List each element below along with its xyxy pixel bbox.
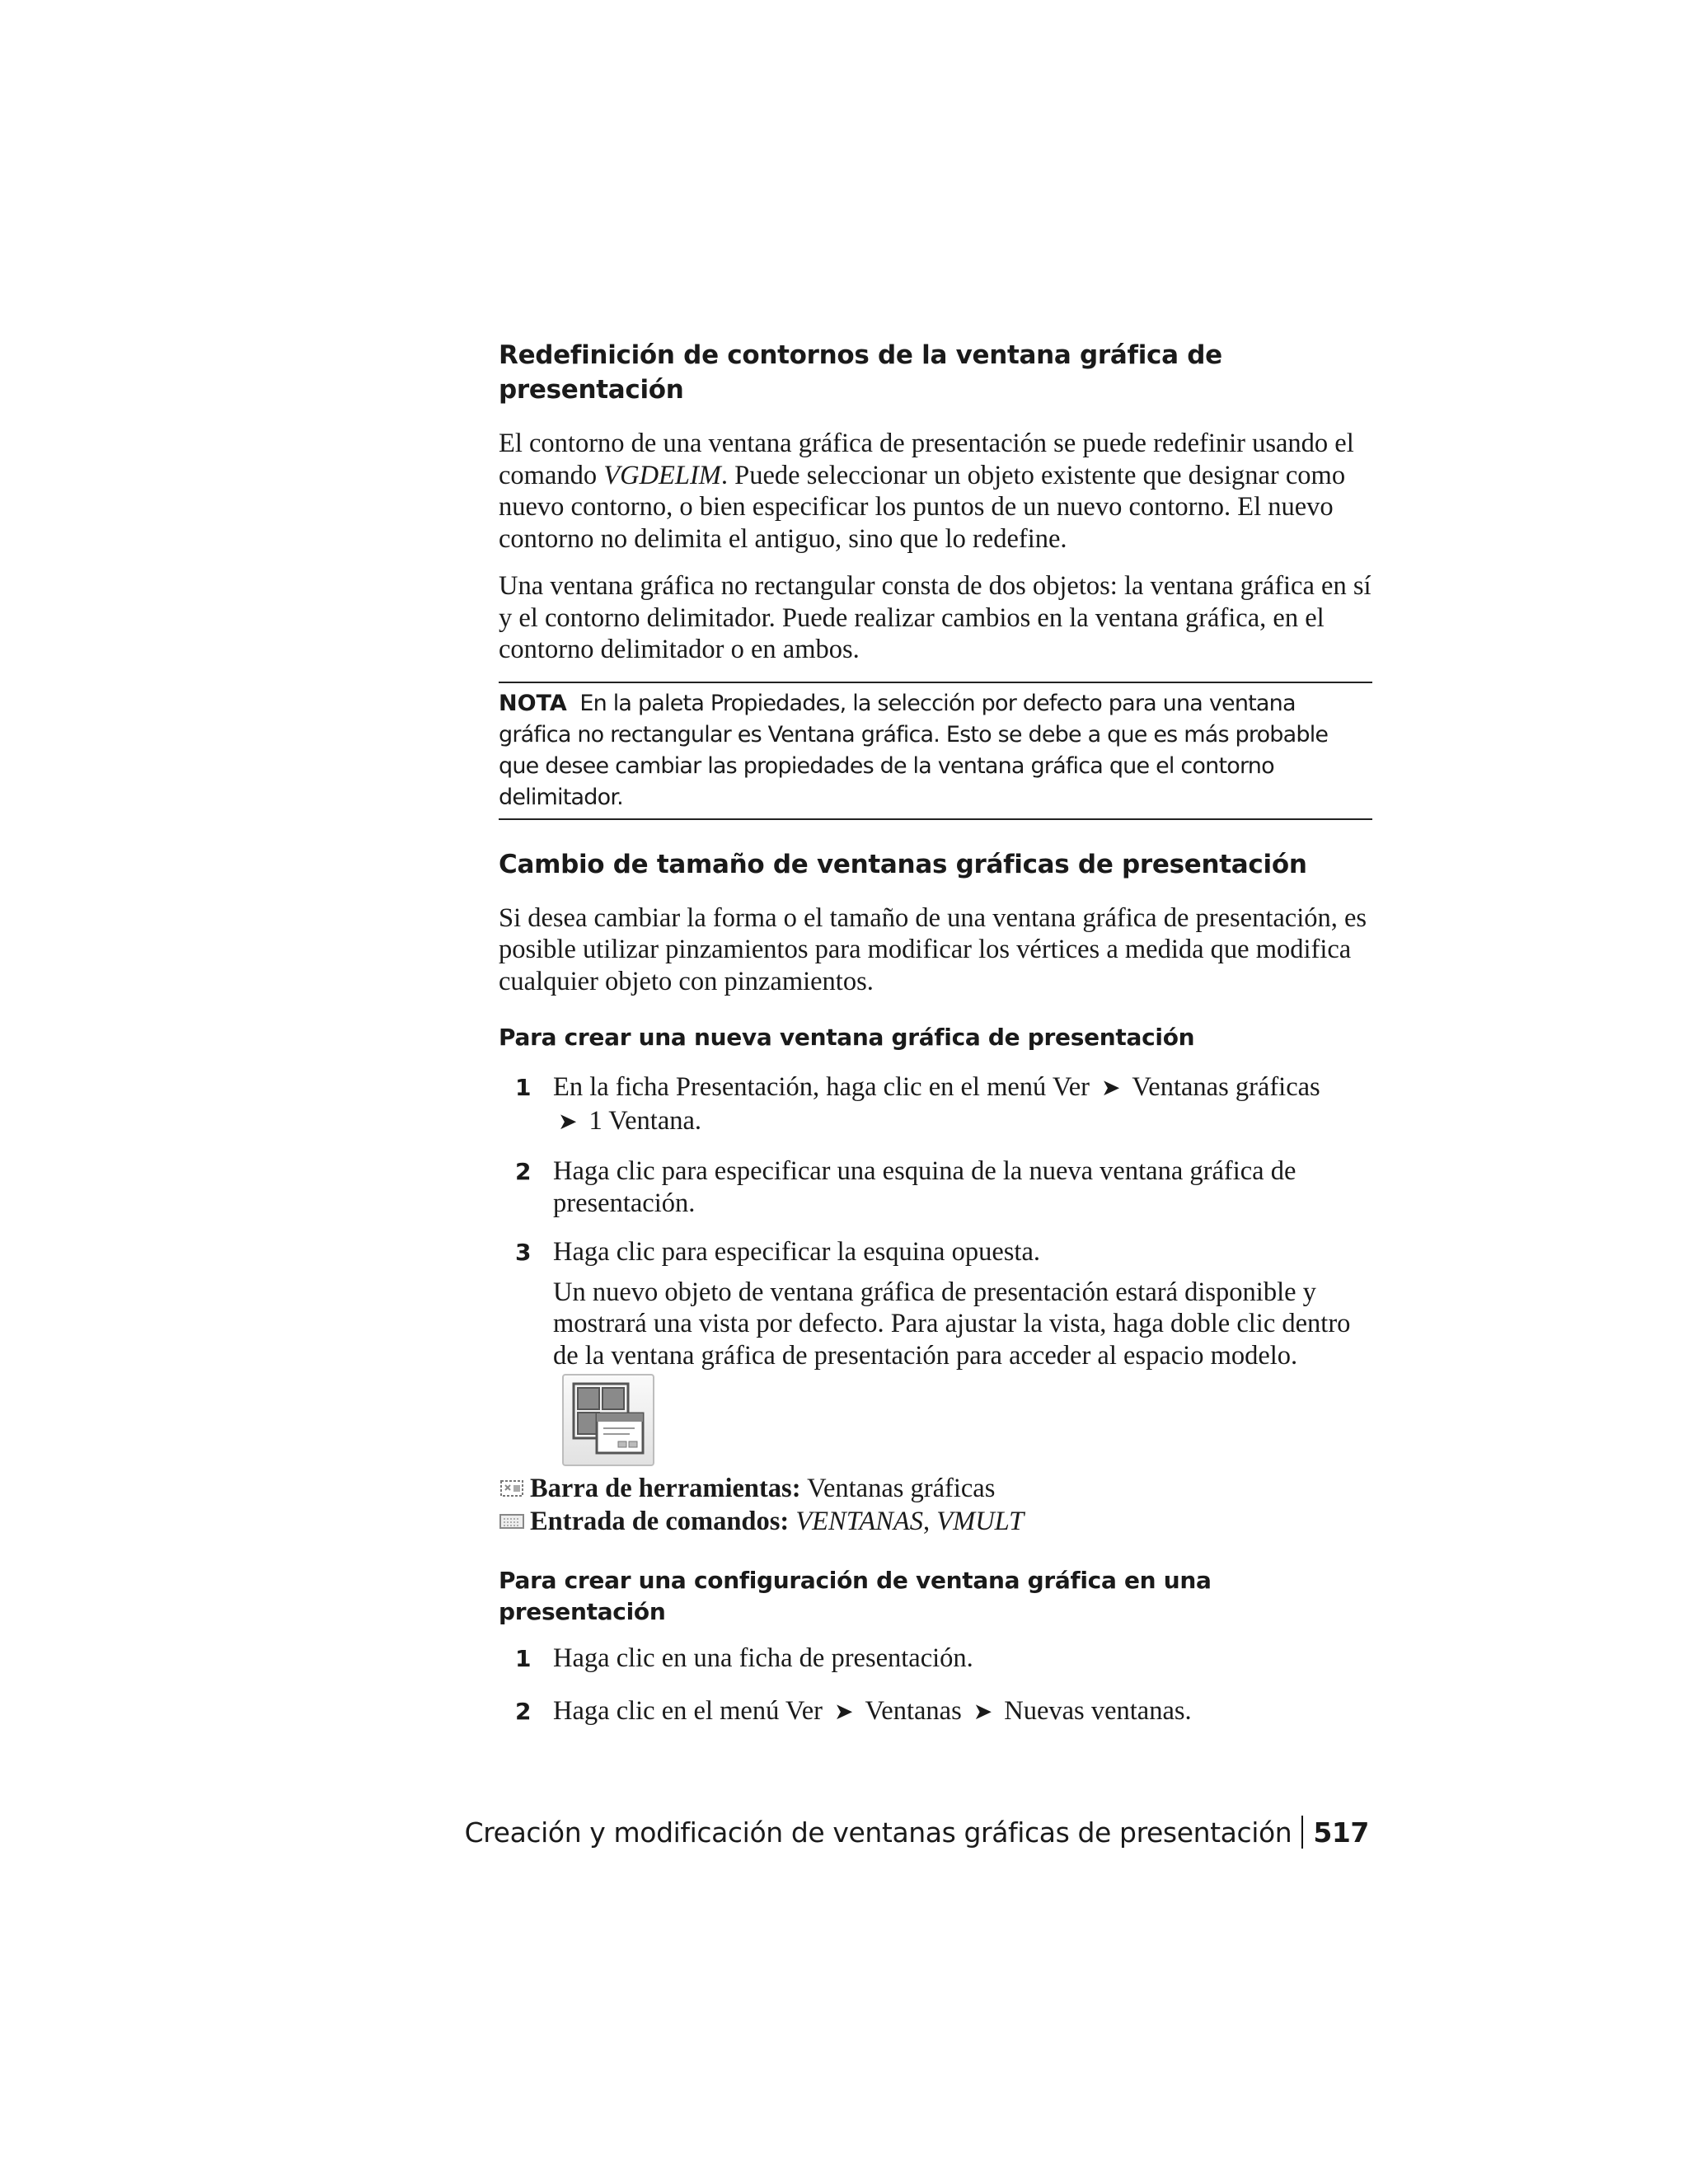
procedure-steps (499, 1643, 1372, 1728)
toolbar-value: Ventanas gráficas (807, 1474, 996, 1503)
paragraph (499, 428, 1372, 555)
command-separator: , (923, 1507, 937, 1536)
viewports-icon (564, 1376, 653, 1465)
command-name: VGDELIM (603, 460, 721, 490)
command-value: VMULT (936, 1507, 1025, 1536)
command-reference (499, 1505, 1372, 1538)
step-text-part: En la ficha Presentación, haga clic en el menú Ver (553, 1072, 1090, 1102)
command-value: VENTANAS (795, 1507, 924, 1536)
menu-arrow-icon: ➤ (1100, 1076, 1121, 1101)
procedure-heading: Para crear una nueva ventana gráfica de presentación (499, 1024, 1195, 1051)
step-text (553, 1071, 1372, 1138)
step-text: Haga clic para especificar la esquina opuesta. (553, 1237, 1041, 1267)
step-item (499, 1695, 1372, 1729)
footer-chapter-title: Creación y modificación de ventanas gráficas de presentación (464, 1816, 1292, 1849)
paragraph-text: El contorno de una ventana gráfica de presentación se puede redefinir usando el comando (499, 429, 1354, 490)
step-text-part: Ventanas (865, 1695, 962, 1726)
section-heading-redefinicion: Redefinición de contornos de la ventana gráfica de presentación (499, 340, 1222, 405)
menu-arrow-icon: ➤ (833, 1699, 854, 1725)
paragraph-text: . Puede seleccionar un objeto existente que designar como nuevo contorno, o bien especificar los puntos de un nuevo contorno. El nuevo contorno no delimita el antiguo, sino que lo redefine. (499, 460, 1346, 554)
page-number: 517 (1313, 1816, 1369, 1849)
step-text-part: Haga clic en el menú Ver (553, 1695, 823, 1726)
toolbar-label: Barra de herramientas: (530, 1474, 801, 1503)
section-heading-cambio-tamano: Cambio de tamaño de ventanas gráficas de presentación (499, 849, 1307, 879)
step-text: Haga clic en una ficha de presentación. (553, 1643, 973, 1673)
note-label: NOTA (499, 690, 567, 716)
step-text-part: Nuevas ventanas. (1004, 1695, 1192, 1726)
menu-arrow-icon: ➤ (973, 1699, 993, 1725)
step-text-part: 1 Ventana. (588, 1105, 702, 1136)
step-result: Un nuevo objeto de ventana gráfica de presentación estará disponible y mostrará una vista por defecto. Para ajustar la vista, haga doble clic dentro de la ventana gráfica de presentación para acceder al espacio modelo. (553, 1277, 1351, 1371)
step-item (499, 1643, 1372, 1675)
note-text: En la paleta Propiedades, la selección por defecto para una ventana gráfica no rectangular es Ventana gráfica. Esto se debe a que es más probable que desee cambiar las propiedades de la ventana gráfica que el contorno delimitador. (499, 690, 1329, 810)
step-item (499, 1071, 1372, 1138)
step-text: Haga clic para especificar una esquina de la nueva ventana gráfica de presentación. (553, 1156, 1296, 1218)
paragraph: Si desea cambiar la forma o el tamaño de una ventana gráfica de presentación, es posible utilizar pinzamientos para modificar los vértices a medida que modifica cualquier objeto con pinzamientos. (499, 902, 1367, 996)
step-number: 2 (515, 1158, 532, 1185)
step-number: 1 (515, 1074, 532, 1101)
menu-arrow-icon: ➤ (558, 1108, 578, 1135)
step-number: 2 (515, 1697, 532, 1725)
step-text-part: Ventanas gráficas (1132, 1072, 1320, 1102)
step-number: 3 (515, 1239, 532, 1266)
command-label: Entrada de comandos: (530, 1507, 790, 1536)
keyboard-icon (499, 1511, 527, 1531)
toolbar-icon (499, 1479, 527, 1498)
paragraph: Una ventana gráfica no rectangular consta de dos objetos: la ventana gráfica en sí y el contorno delimitador. Puede realizar cambios en la ventana gráfica, en el contorno delimitador o en ambos. (499, 571, 1372, 664)
step-item (499, 1236, 1372, 1371)
viewports-toolbar-button[interactable] (562, 1374, 654, 1466)
step-item (499, 1155, 1372, 1219)
page-footer (465, 1815, 1369, 1851)
step-text (553, 1695, 1372, 1729)
step-number: 1 (515, 1645, 532, 1672)
page-content (499, 338, 1372, 1728)
procedure-heading: Para crear una configuración de ventana gráfica en una presentación (499, 1567, 1212, 1625)
footer-divider (1301, 1816, 1303, 1849)
toolbar-reference (499, 1472, 1372, 1505)
procedure-steps (499, 1071, 1372, 1371)
note-box (499, 682, 1372, 820)
